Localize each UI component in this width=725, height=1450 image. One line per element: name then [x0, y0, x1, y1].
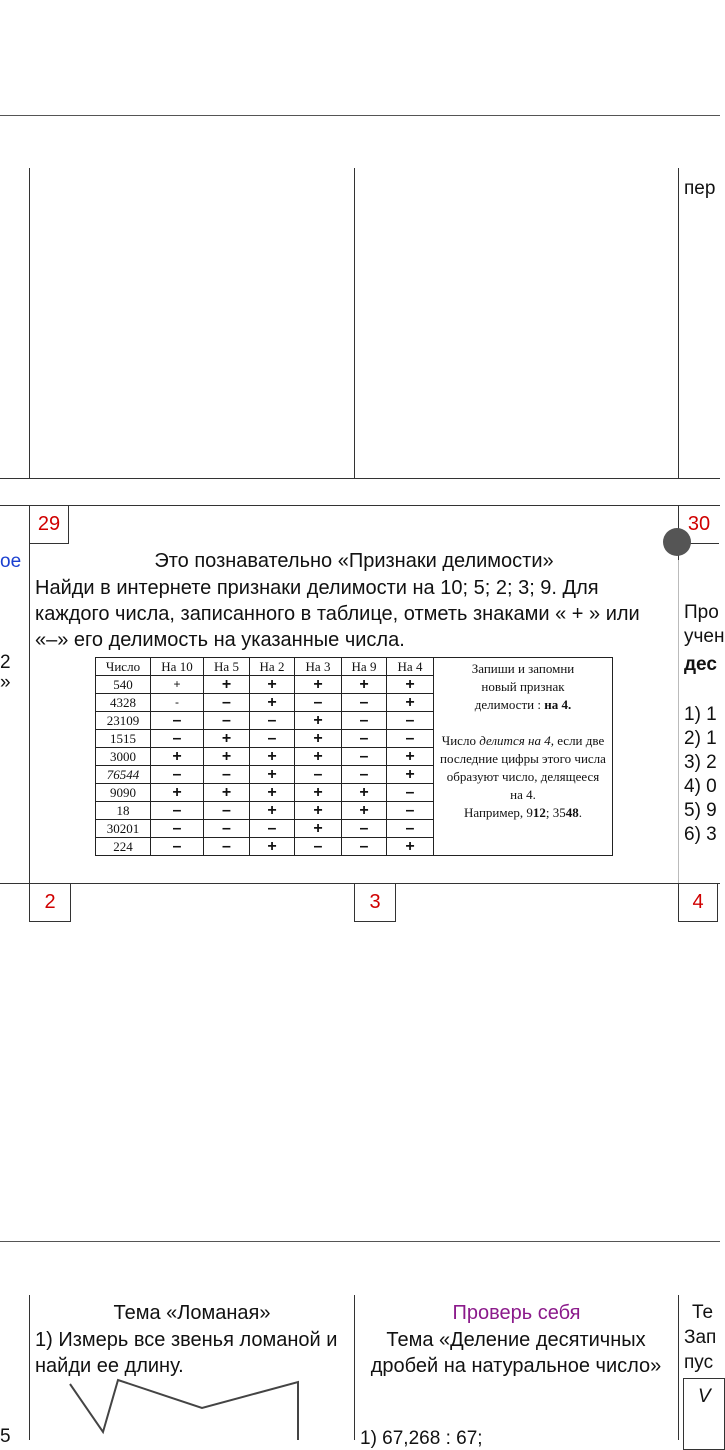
sign-cell: -	[151, 694, 204, 712]
left-fragment-1: ое	[0, 551, 22, 572]
sign-cell: +	[295, 712, 342, 730]
sign-cell: –	[151, 838, 204, 856]
sign-cell: –	[250, 730, 295, 748]
card29-title: Это познавательно «Признаки делимости»	[154, 550, 554, 572]
divisibility-table	[95, 657, 613, 856]
header-cell: На 4	[387, 658, 434, 676]
header-cell: На 10	[151, 658, 204, 676]
list-item: 3) 2	[684, 752, 717, 773]
sign-cell: +	[295, 676, 342, 694]
sign-cell: –	[151, 730, 204, 748]
sign-cell: –	[250, 712, 295, 730]
sign-cell: +	[151, 784, 204, 802]
sign-cell: –	[295, 694, 342, 712]
card-number-29: 29	[29, 505, 69, 544]
sign-cell: +	[295, 730, 342, 748]
sign-cell: +	[295, 802, 342, 820]
decimal-division-topic-title: Тема «Деление десятичных дробей на натуральное число»	[370, 1329, 662, 1377]
sign-cell: +	[204, 748, 250, 766]
sign-cell: –	[387, 820, 434, 838]
sign-cell: –	[295, 838, 342, 856]
sign-cell: +	[250, 784, 295, 802]
sign-cell: +	[342, 784, 387, 802]
sign-cell: –	[342, 820, 387, 838]
sign-cell: +	[387, 676, 434, 694]
header-cell: На 9	[342, 658, 387, 676]
sign-cell: –	[387, 712, 434, 730]
polyline-topic-title: Тема «Ломаная»	[113, 1302, 271, 1324]
sign-cell: –	[342, 748, 387, 766]
top-divider	[0, 115, 720, 116]
list-item: 5) 9	[684, 800, 717, 821]
sign-cell: +	[204, 730, 250, 748]
sign-cell: +	[250, 748, 295, 766]
sign-cell: –	[204, 766, 250, 784]
sign-cell: –	[387, 730, 434, 748]
sign-cell: +	[387, 766, 434, 784]
bottom-divider	[0, 1241, 720, 1242]
number-cell: 224	[96, 838, 151, 856]
sign-cell: –	[151, 820, 204, 838]
sign-cell: –	[204, 712, 250, 730]
number-cell: 1515	[96, 730, 151, 748]
top-col-line-1	[29, 168, 30, 478]
sign-cell: –	[342, 730, 387, 748]
number-cell: 30201	[96, 820, 151, 838]
number-cell: 23109	[96, 712, 151, 730]
sign-cell: –	[204, 694, 250, 712]
card30-fragment-2: учен	[684, 626, 725, 647]
sign-cell: +	[342, 802, 387, 820]
divisibility-note: Запиши и запомни новый признак делимости : на 4. Число делится на 4, если две последние цифры этого числа образуют число, делящееся на 4. Например, 912; 3548.	[434, 658, 613, 856]
header-cell: На 3	[295, 658, 342, 676]
number-cell: 3000	[96, 748, 151, 766]
row-number-2: 2	[29, 883, 71, 922]
sign-cell: +	[250, 802, 295, 820]
sign-cell: –	[151, 712, 204, 730]
list-item: 6) 3	[684, 824, 717, 845]
sign-cell: +	[295, 748, 342, 766]
table-header-row	[96, 658, 613, 676]
card29-task: Найди в интернете признаки делимости на 10; 5; 2; 3; 9. Для каждого числа, записанного в таблице, отметь знаками « + » или «–» его делимость на указанные числа.	[35, 577, 640, 651]
sign-cell: –	[342, 712, 387, 730]
sign-cell: –	[151, 802, 204, 820]
sign-cell: +	[204, 676, 250, 694]
left-fragment-2: 2	[0, 652, 11, 673]
card30-fragment-1: Про	[684, 602, 719, 623]
sign-cell: –	[342, 766, 387, 784]
bottom-col-line-3	[678, 1295, 679, 1440]
sign-cell: –	[342, 694, 387, 712]
sign-cell: +	[151, 676, 204, 694]
sign-cell: –	[387, 802, 434, 820]
top-col-line-2	[354, 168, 355, 478]
number-cell: 18	[96, 802, 151, 820]
number-cell: 9090	[96, 784, 151, 802]
sign-cell: +	[250, 838, 295, 856]
sign-cell: –	[342, 838, 387, 856]
header-cell: На 5	[204, 658, 250, 676]
list-item: 4) 0	[684, 776, 717, 797]
bottom-right-title: Те	[692, 1302, 714, 1323]
decimal-division-item-1: 1) 67,268 : 67;	[360, 1428, 483, 1449]
bottom-left-fragment: 5	[0, 1426, 11, 1447]
list-item: 2) 1	[684, 728, 717, 749]
middle-top-line-2	[0, 505, 720, 506]
card-number-30: 30	[678, 505, 719, 544]
number-cell: 76544	[96, 766, 151, 784]
number-cell: 4328	[96, 694, 151, 712]
sign-cell: –	[204, 820, 250, 838]
polyline-task: 1) Измерь все звенья ломаной и найди ее длину.	[35, 1329, 338, 1377]
sign-cell: –	[250, 820, 295, 838]
sign-cell: +	[250, 766, 295, 784]
row-number-3: 3	[354, 883, 396, 922]
sign-cell: +	[342, 676, 387, 694]
card30-fragment-3: дес	[684, 654, 717, 675]
header-cell: На 2	[250, 658, 295, 676]
sign-cell: +	[250, 676, 295, 694]
sign-cell: +	[250, 694, 295, 712]
top-col-line-3	[678, 168, 679, 478]
list-item: 1) 1	[684, 704, 717, 725]
check-yourself-label: Проверь себя	[452, 1302, 581, 1324]
number-cell: 540	[96, 676, 151, 694]
bottom-right-fragment-1: Зап	[684, 1327, 717, 1348]
card30-answer-list	[684, 703, 720, 847]
left-fragment-3: »	[0, 672, 11, 693]
sign-cell: –	[204, 802, 250, 820]
sign-cell: –	[295, 766, 342, 784]
sign-cell: +	[387, 748, 434, 766]
bottom-right-fragment-2: пус	[684, 1352, 714, 1373]
top-right-fragment: пер	[684, 178, 716, 199]
card30-border	[678, 560, 679, 883]
sign-cell: +	[387, 838, 434, 856]
sign-cell: +	[295, 784, 342, 802]
sign-cell: –	[151, 766, 204, 784]
sign-cell: –	[204, 838, 250, 856]
sign-cell: +	[387, 694, 434, 712]
middle-top-line-1	[0, 478, 720, 479]
sign-cell: +	[204, 784, 250, 802]
row-number-4: 4	[678, 883, 718, 922]
sign-cell: –	[387, 784, 434, 802]
sign-cell: +	[295, 820, 342, 838]
header-cell: Число	[96, 658, 151, 676]
polyline-figure	[60, 1376, 310, 1440]
bottom-right-box-label: V	[698, 1386, 711, 1407]
sign-cell: +	[151, 748, 204, 766]
